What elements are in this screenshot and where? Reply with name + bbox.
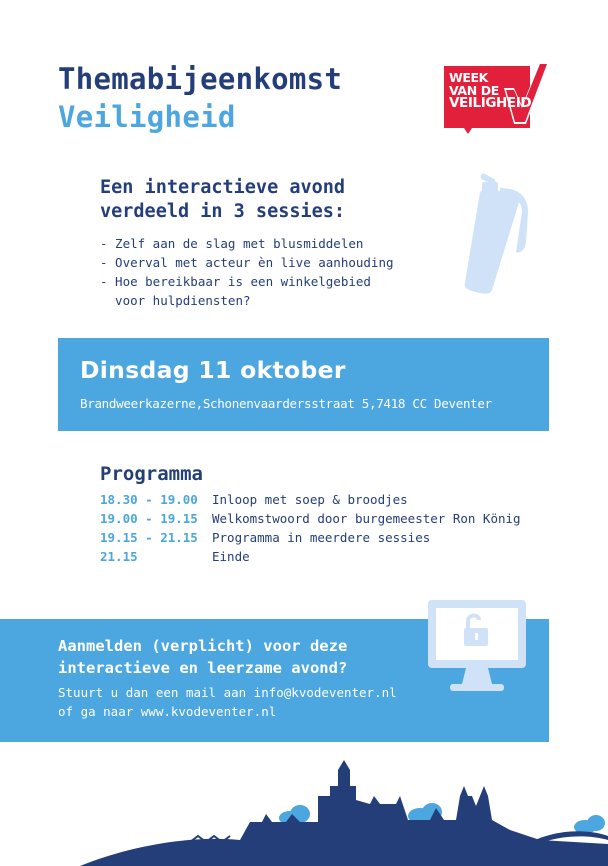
programma-time: 19.00 - 19.15 bbox=[100, 511, 198, 526]
intro-heading bbox=[100, 176, 440, 224]
signup-question-line-2: interactieve en leerzame avond? bbox=[58, 659, 348, 677]
logo-text-van-de: VAN DE bbox=[449, 83, 499, 98]
signup-website-line[interactable]: of ga naar www.kvodeventer.nl bbox=[58, 704, 277, 719]
programma-time: 18.30 - 19.00 bbox=[100, 492, 198, 507]
session-item: - Hoe bereikbaar is een winkelgebied bbox=[100, 274, 371, 289]
signup-question bbox=[58, 635, 347, 679]
event-date: Dinsdag 11 oktober bbox=[80, 356, 346, 384]
logo-text-week: WEEK bbox=[449, 70, 488, 85]
unlocked-monitor-icon bbox=[428, 600, 528, 694]
programma-section bbox=[100, 462, 550, 566]
programma-row bbox=[100, 528, 550, 547]
programma-row bbox=[100, 547, 550, 566]
signup-question-line-1: Aanmelden (verplicht) voor deze bbox=[58, 637, 348, 655]
page-title bbox=[58, 60, 342, 136]
fire-extinguisher-icon bbox=[452, 172, 534, 294]
session-item: voor hulpdiensten? bbox=[100, 293, 251, 308]
programma-desc: Einde bbox=[212, 549, 250, 564]
title-line-2: Veiligheid bbox=[58, 100, 236, 134]
programma-heading: Programma bbox=[100, 463, 203, 485]
programma-desc: Welkomstwoord door burgemeester Ron König bbox=[212, 511, 521, 526]
programma-desc: Inloop met soep & broodjes bbox=[212, 492, 408, 507]
intro-section bbox=[100, 176, 440, 310]
intro-heading-line-1: Een interactieve avond bbox=[100, 177, 346, 198]
signup-instructions bbox=[58, 683, 397, 721]
deventer-skyline-illustration bbox=[0, 756, 608, 866]
week-van-de-veiligheid-logo bbox=[444, 62, 549, 134]
programma-row bbox=[100, 509, 550, 528]
event-location: Brandweerkazerne,Schonenvaardersstraat 5,7418 CC Deventer bbox=[80, 396, 492, 411]
title-line-1: Themabijeenkomst bbox=[58, 62, 343, 96]
session-list bbox=[100, 234, 440, 310]
event-date-band bbox=[58, 338, 549, 431]
signup-email-line[interactable]: Stuurt u dan een mail aan info@kvodeventer.nl bbox=[58, 685, 397, 700]
logo-text-veiligheid: VEILIGHEID bbox=[449, 95, 532, 111]
programma-time: 19.15 - 21.15 bbox=[100, 530, 198, 545]
programma-row bbox=[100, 490, 550, 509]
session-item: - Zelf aan de slag met blusmiddelen bbox=[100, 236, 364, 251]
intro-heading-line-2: verdeeld in 3 sessies: bbox=[100, 201, 346, 222]
programma-desc: Programma in meerdere sessies bbox=[212, 530, 431, 545]
programma-time: 21.15 bbox=[100, 549, 138, 564]
session-item: - Overval met acteur èn live aanhouding bbox=[100, 255, 394, 270]
